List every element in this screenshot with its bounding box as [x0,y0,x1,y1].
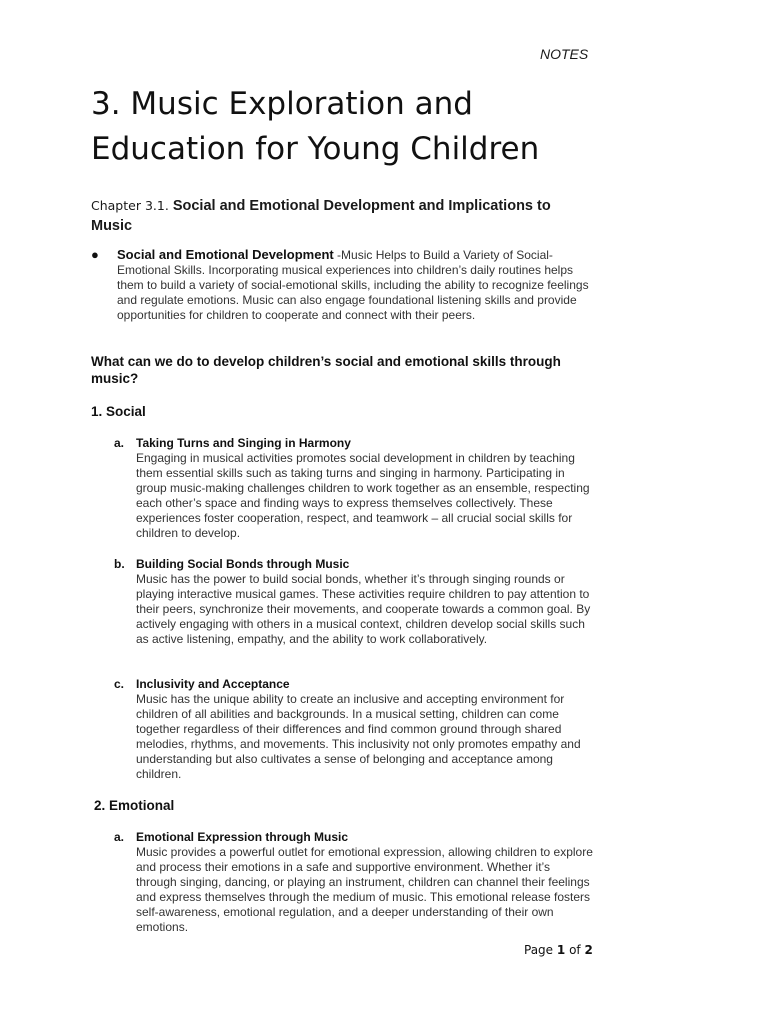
section-heading-emotional: 2. Emotional [94,798,175,813]
social-item-c [114,677,594,782]
page-number [524,943,593,957]
item-body: Music has the unique ability to create an inclusive and accepting environment for children of all abilities and backgrounds. In a musical setting, children can come together regardless of their differences and find common ground through shared melodies, rhythms, and movements. This inclusivity not only promotes empathy and understanding but also cultivates a sense of belonging and acceptance among children. [136,692,581,781]
emotional-item-a [114,830,594,935]
title-line-1: 3. Music Exploration and [91,86,473,122]
item-letter: a. [114,830,125,844]
bullet-icon: ● [91,247,99,262]
item-letter: c. [114,677,125,691]
chapter-title: Social and Emotional Development and Implications to Music [91,198,551,234]
social-item-b [114,557,594,647]
page-label: Page [524,943,554,957]
page-total: 2 [584,943,593,957]
chapter-heading [91,196,591,236]
page-title [91,82,651,172]
page-of-label: of [569,943,581,957]
chapter-number: Chapter 3.1. [91,198,169,213]
item-body: Music provides a powerful outlet for emotional expression, allowing children to explore and process their emotions in a safe and supportive environment. Whether it’s through singing, dancing, or playing an instrument, children can channel their feelings and express themselves through the medium of music. This emotional release fosters self-awareness, emotional regulation, and a deeper understanding of their own emotions. [136,845,593,934]
bullet-term: Social and Emotional Development [117,247,334,262]
item-title: Inclusivity and Acceptance [136,677,290,691]
intro-bullet [91,247,591,323]
item-letter: b. [114,557,125,571]
item-title: Taking Turns and Singing in Harmony [136,436,351,450]
item-title: Emotional Expression through Music [136,830,349,844]
item-letter: a. [114,436,125,450]
question-heading: What can we do to develop children’s social and emotional skills through music? [91,354,561,386]
item-title: Building Social Bonds through Music [136,557,350,571]
page-current: 1 [556,943,566,957]
social-item-a [114,436,594,541]
notes-label: NOTES [540,46,589,62]
item-body: Engaging in musical activities promotes social development in children by teaching them essential skills such as taking turns and singing in harmony. Participating in group music-making challenges children to work together as an ensemble, respecting each other’s space and finding ways to express themselves collectively. These experiences foster cooperation, respect, and teamwork – all crucial social skills for children to develop. [136,451,590,540]
section-heading-social: 1. Social [91,404,146,419]
bullet-text: -Music Helps to Build a Variety of Social-Emotional Skills. Incorporating musical experiences into children’s daily routines helps them to build a variety of social-emotional skills, including the ability to recognize feelings and regulate emotions. Music can also engage foundational listening skills and provide opportunities for children to cooperate and connect with their peers. [117,248,589,322]
title-line-2: Education for Young Children [91,131,540,167]
item-body: Music has the power to build social bonds, whether it’s through singing rounds or playing interactive musical games. These activities require children to pay attention to their peers, synchronize their movements, and cooperate towards a common goal. By actively engaging with others in a musical context, children develop social skills such as active listening, empathy, and the ability to work collaboratively. [136,572,591,646]
